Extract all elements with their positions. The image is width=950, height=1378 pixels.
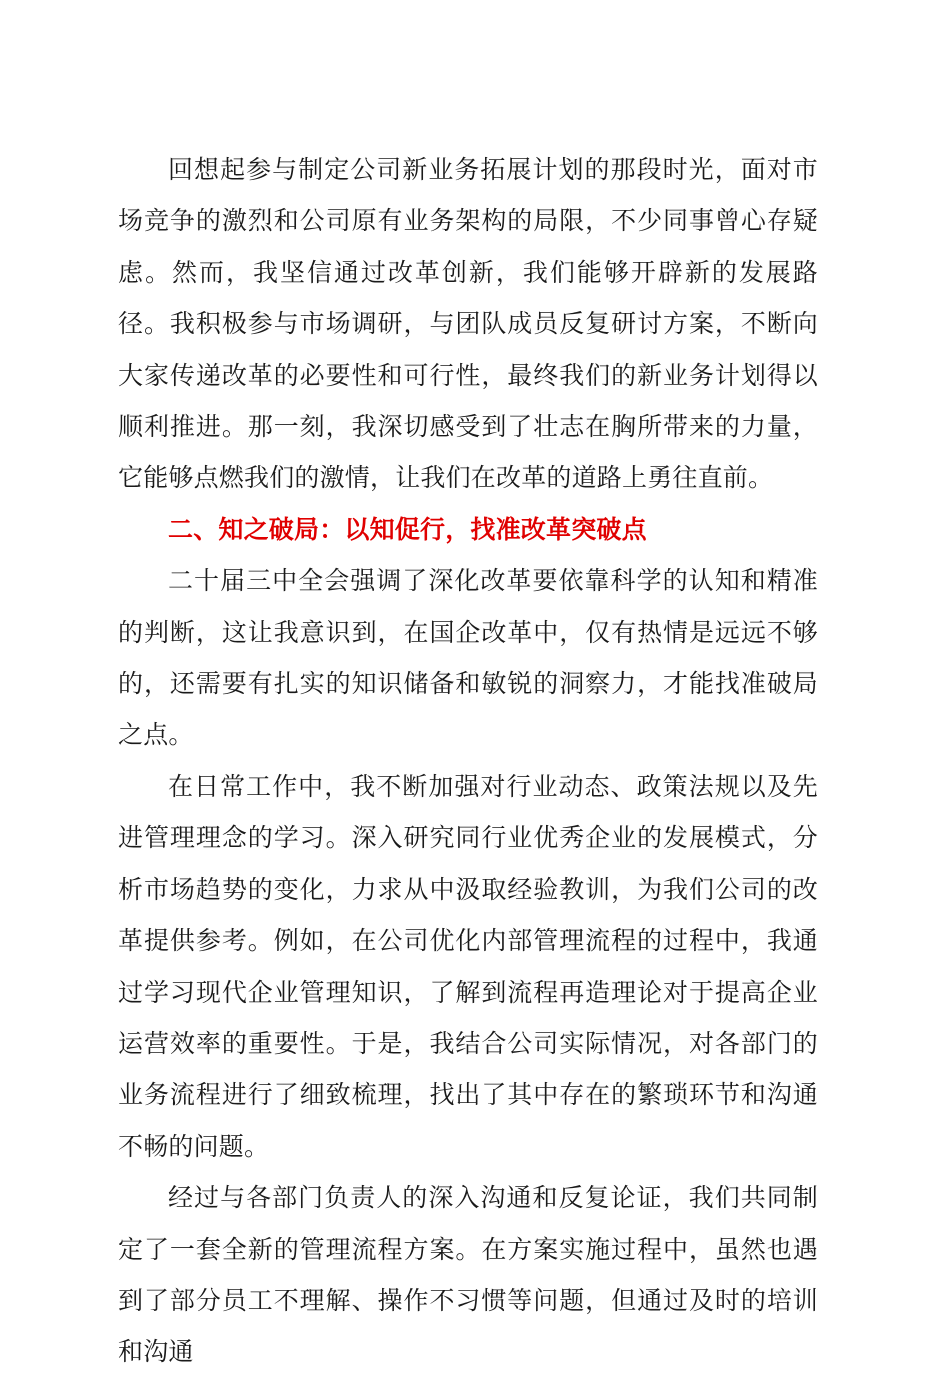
- paragraph-daily-learning: 在日常工作中，我不断加强对行业动态、政策法规以及先进管理理念的学习。深入研究同行业优秀企业的发展模式，分析市场趋势的变化，力求从中汲取经验教训，为我们公司的改革提供参考。例如，在公司优化内部管理流程的过程中，我通过学习现代企业管理知识，了解到流程再造理论对于提高企业运营效率的重要性。于是，我结合公司实际情况，对各部门的业务流程进行了细致梳理，找出了其中存在的繁琐环节和沟通不畅的问题。: [118, 771, 818, 1161]
- paragraph-process-plan: 经过与各部门负责人的深入沟通和反复论证，我们共同制定了一套全新的管理流程方案。在方案实施过程中，虽然也遇到了部分员工不理解、操作不习惯等问题，但通过及时的培训和沟通: [118, 1183, 818, 1367]
- paragraph-plenum-insight: 二十届三中全会强调了深化改革要依靠科学的认知和精准的判断，这让我意识到，在国企改革中，仅有热情是远远不够的，还需要有扎实的知识储备和敏锐的洞察力，才能找准破局之点。: [118, 566, 818, 750]
- section-heading-2: 二、知之破局：以知促行，找准改革突破点: [168, 514, 647, 544]
- paragraph-reform-memory: 回想起参与制定公司新业务拓展计划的那段时光，面对市场竞争的激烈和公司原有业务架构的局限，不少同事曾心存疑虑。然而，我坚信通过改革创新，我们能够开辟新的发展路径。我积极参与市场调研，与团队成员反复研讨方案，不断向大家传递改革的必要性和可行性，最终我们的新业务计划得以顺利推进。那一刻，我深切感受到了壮志在胸所带来的力量，它能够点燃我们的激情，让我们在改革的道路上勇往直前。: [118, 155, 818, 493]
- document-body: [118, 144, 818, 1378]
